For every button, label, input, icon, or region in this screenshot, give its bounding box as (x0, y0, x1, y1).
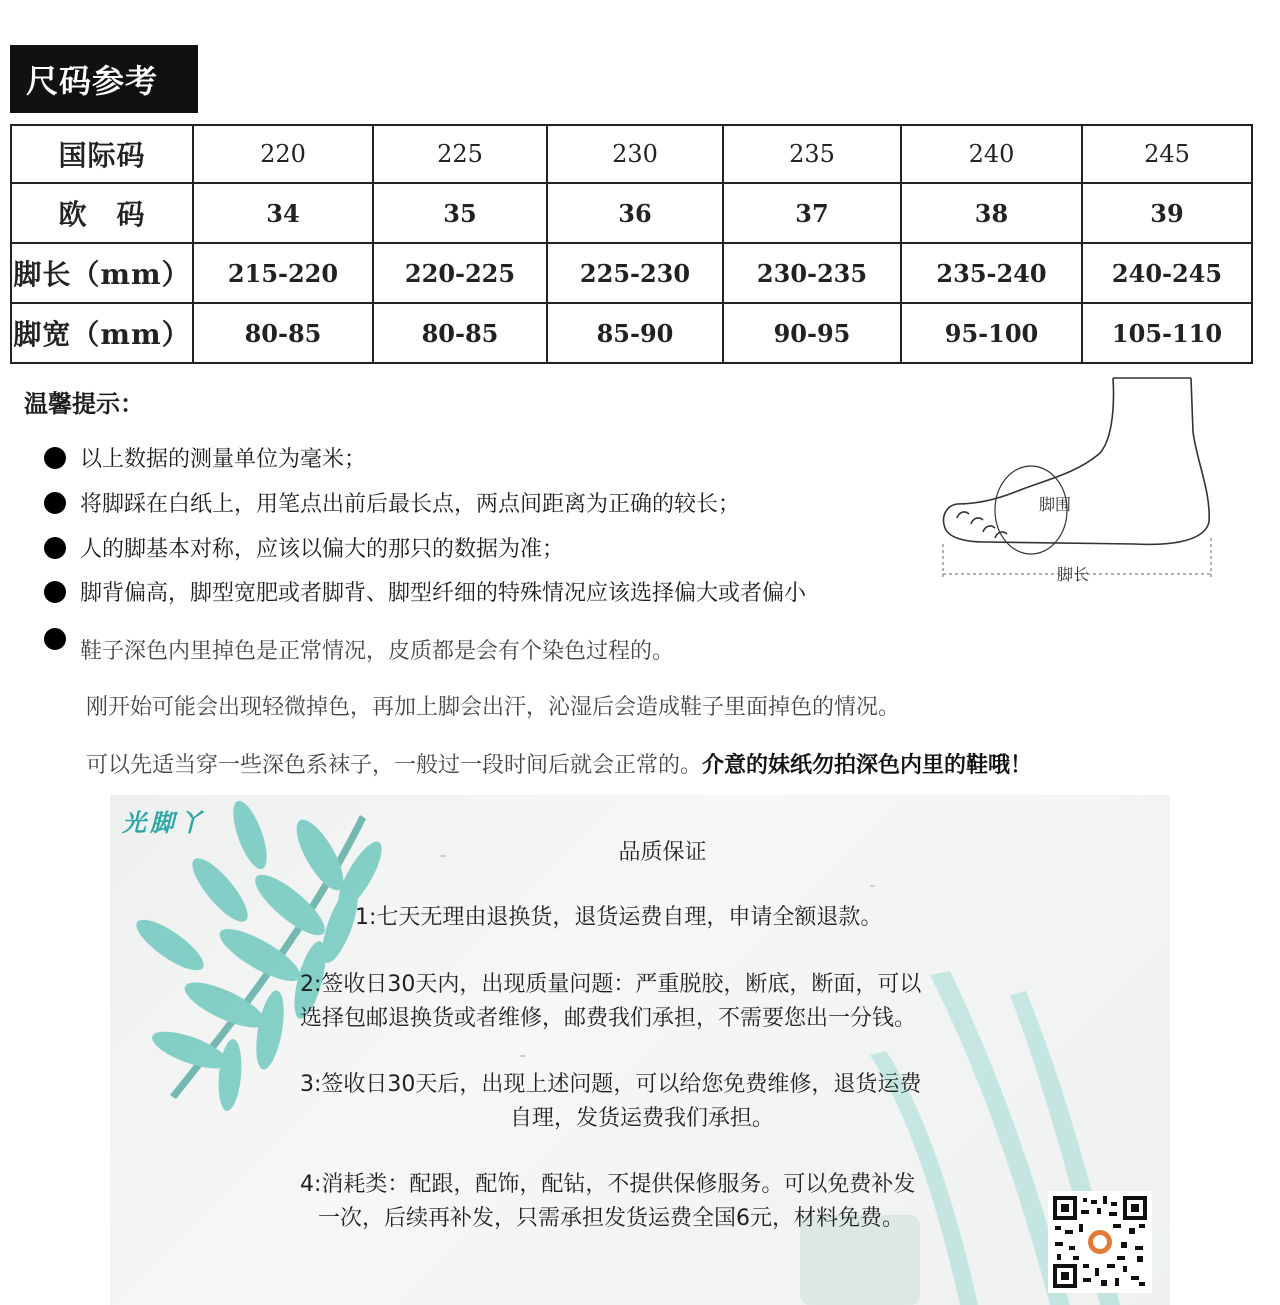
table-row (11, 303, 1252, 363)
table-cell: 85-90 (547, 303, 723, 363)
tip-text: 人的脚基本对称，应该以偏大的那只的数据为准； (80, 537, 565, 562)
table-row (11, 243, 1252, 303)
quality-heading: 品质保证 (618, 840, 707, 865)
tip-extra-text: 可以先适当穿一些深色系袜子，一般过一段时间后就会正常的。 (86, 753, 703, 778)
row-header: 欧 码 (11, 183, 193, 243)
tip-text: 将脚踩在白纸上，用笔点出前后最长点，两点间距离为正确的较长； (80, 492, 741, 517)
table-cell: 220 (193, 125, 373, 183)
row-header: 国际码 (11, 125, 193, 183)
quality-item: 选择包邮退换货或者维修，邮费我们承担，不需要您出一分钱。 (300, 1006, 917, 1031)
brand-logo: 光脚丫 (122, 808, 206, 837)
quality-item: 一次，后续再补发，只需承担发货运费全国6元，材料免费。 (318, 1206, 904, 1231)
bullet-icon (44, 537, 66, 559)
table-row (11, 183, 1252, 243)
tip-extra-line (86, 748, 1032, 779)
table-cell: 215-220 (193, 243, 373, 303)
table-cell: 225-230 (547, 243, 723, 303)
table-cell: 37 (723, 183, 901, 243)
bullet-icon (44, 447, 66, 469)
bullet-icon (44, 581, 66, 603)
quality-item: 自理，发货运费我们承担。 (510, 1106, 775, 1131)
row-header: 脚长（mm） (11, 243, 193, 303)
table-cell: 235 (723, 125, 901, 183)
tip-item (44, 532, 564, 563)
tip-text: 以上数据的测量单位为毫米； (80, 447, 367, 472)
table-cell: 240-245 (1082, 243, 1252, 303)
quality-guarantee-panel (110, 795, 1170, 1305)
quality-item: 4:消耗类：配跟，配饰，配钻，不提供保修服务。可以免费补发 (300, 1172, 916, 1197)
section-title: 尺码参考 (10, 45, 198, 113)
tip-item (44, 442, 366, 473)
table-cell: 220-225 (373, 243, 547, 303)
table-cell: 90-95 (723, 303, 901, 363)
table-cell: 39 (1082, 183, 1252, 243)
tip-item (44, 487, 740, 518)
table-cell: 235-240 (901, 243, 1082, 303)
table-cell: 105-110 (1082, 303, 1252, 363)
paper-texture (870, 885, 875, 887)
tip-warning-text: 介意的妹纸勿拍深色内里的鞋哦！ (702, 753, 1033, 778)
table-row (11, 125, 1252, 183)
quality-item: 3:签收日30天后，出现上述问题，可以给您免费维修，退货运费 (300, 1072, 922, 1097)
tip-text: 脚背偏高，脚型宽肥或者脚背、脚型纤细的特殊情况应该选择偏大或者偏小 (80, 581, 807, 606)
table-cell: 230 (547, 125, 723, 183)
paper-texture (520, 1055, 525, 1057)
table-cell: 80-85 (373, 303, 547, 363)
table-cell: 240 (901, 125, 1082, 183)
quality-item: 1:七天无理由退换货，退货运费自理，申请全额退款。 (355, 905, 883, 930)
bullet-icon (44, 492, 66, 514)
foot-girth-label: 脚围 (1039, 495, 1072, 514)
table-cell: 95-100 (901, 303, 1082, 363)
table-cell: 225 (373, 125, 547, 183)
size-table (10, 124, 1253, 364)
tip-extra-line: 刚开始可能会出现轻微掉色，再加上脚会出汗，沁湿后会造成鞋子里面掉色的情况。 (86, 695, 901, 720)
qr-code-icon[interactable] (1048, 1191, 1152, 1293)
tip-item (44, 576, 806, 607)
foot-length-label: 脚长 (1057, 565, 1090, 584)
table-cell: 245 (1082, 125, 1252, 183)
quality-item: 2:签收日30天内，出现质量问题：严重脱胶，断底，断面，可以 (300, 972, 922, 997)
tips-title: 温馨提示： (24, 389, 144, 418)
row-header: 脚宽（mm） (11, 303, 193, 363)
qr-pattern (1051, 1194, 1149, 1290)
tip-item (44, 626, 674, 665)
foot-diagram (935, 372, 1220, 590)
table-cell: 34 (193, 183, 373, 243)
bullet-icon (44, 628, 66, 650)
table-cell: 80-85 (193, 303, 373, 363)
table-cell: 38 (901, 183, 1082, 243)
table-cell: 35 (373, 183, 547, 243)
table-cell: 36 (547, 183, 723, 243)
table-cell: 230-235 (723, 243, 901, 303)
foot-outline-icon (935, 372, 1220, 590)
tip-text: 鞋子深色内里掉色是正常情况，皮质都是会有个染色过程的。 (80, 639, 675, 664)
